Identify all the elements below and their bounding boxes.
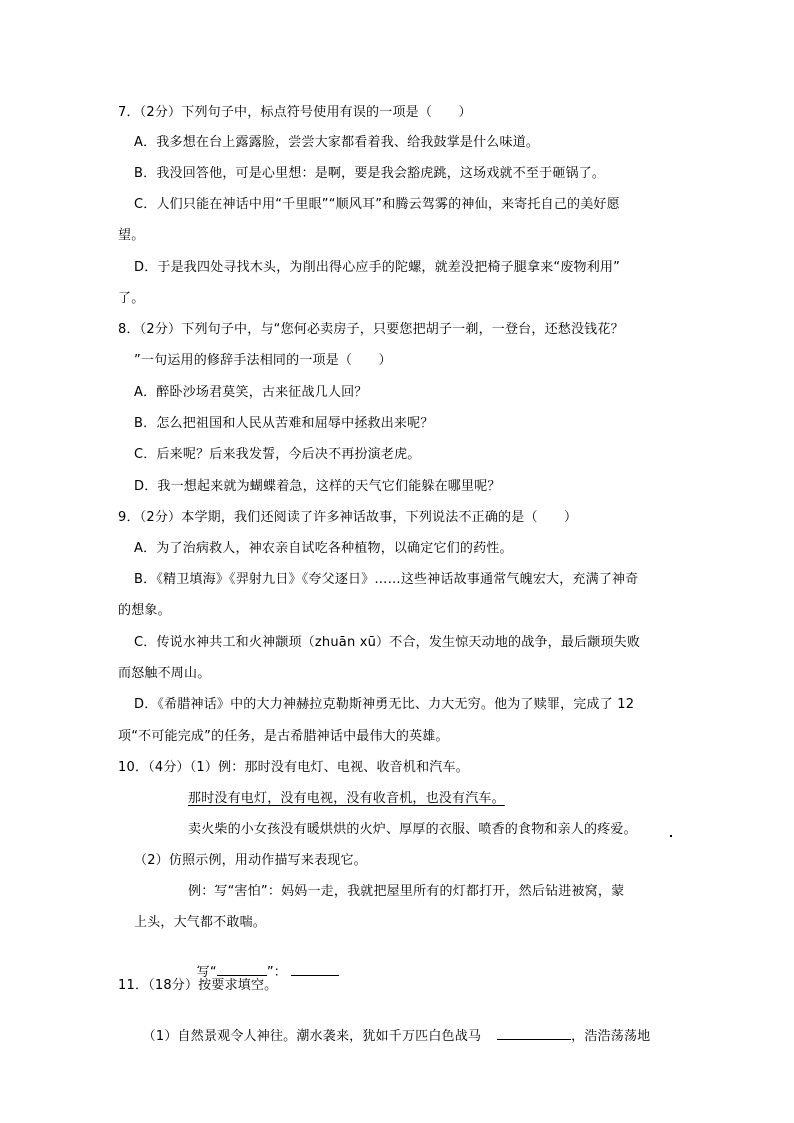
q7-option-d-line1: D．于是我四处寻找木头，为削出得心应手的陀螺，就差没把椅子腿拿来“废物利用” (134, 260, 621, 275)
q7-option-d-line2: 了。 (118, 291, 145, 306)
q9-option-d-line2: 项“不可能完成”的任务，是古希腊神话中最伟大的英雄。 (118, 729, 449, 744)
q9-option-b-line1: B．《精卫填海》《羿射九日》《夸父逐日》……这些神话故事通常气魄宏大，充满了神奇 (134, 572, 639, 587)
q9-option-c-line1: C．传说水神共工和火神颛顼（zhuān xū）不合，发生惊天动地的战争，最后颛顼失败 (134, 635, 641, 650)
q11-part1-text-b: ，浩浩荡荡地 (571, 1029, 651, 1044)
q10-blank-2[interactable] (291, 963, 339, 976)
q11-blank-1[interactable] (497, 1027, 571, 1040)
q10-answer-mark (670, 835, 672, 837)
q9-option-c-line2: 而怒触不周山。 (118, 666, 211, 681)
q9-option-d-line1: D．《希腊神话》中的大力神赫拉克勒斯神勇无比、力大无穷。他为了赎罪，完成了 12 (134, 697, 635, 712)
q7-option-c-line2: 望。 (118, 228, 145, 243)
q10-example2-line1: 例：写“害怕”：妈妈一走，我就把屋里所有的灯都打开，然后钻进被窝，蒙 (188, 884, 625, 899)
q9-option-b-line2: 的想象。 (118, 603, 171, 618)
q10-blank-1[interactable] (217, 963, 267, 976)
q10-part2: （2）仿照示例，用动作描写来表现它。 (134, 853, 367, 868)
q8-option-b: B．怎么把祖国和人民从苦难和屈辱中拯救出来呢？ (134, 416, 434, 431)
q8-stem-line2: ”一句运用的修辞手法相同的一项是（ ） (134, 353, 392, 368)
q7-option-a: A．我多想在台上露露脸，尝尝大家都看着我、给我鼓掌是什么味道。 (134, 135, 540, 150)
q8-option-d: D．我一想起来就为蝴蝶着急，这样的天气它们能躲在哪里呢？ (134, 479, 501, 494)
q11-stem: 11．（18分）按要求填空。 (118, 978, 278, 993)
q10-example-sentence: 那时没有电灯，没有电视，没有收音机，也没有汽车。 (188, 791, 505, 806)
q7-option-c-line1: C．人们只能在神话中用“千里眼”“顺风耳”和腾云驾雾的神仙，来寄托自己的美好愿 (134, 197, 620, 212)
q10-write-mid: ”： (266, 965, 287, 980)
q9-stem: 9．（2分）本学期，我们还阅读了许多神话故事，下列说法不正确的是（ ） (118, 510, 578, 525)
q7-option-b: B．我没回答他，可是心里想：是啊，要是我会豁虎跳，这场戏就不至于砸锅了。 (134, 166, 606, 181)
q10-write-prefix: 写“ (196, 965, 217, 980)
q11-part1-text-a: （1）自然景观令人神往。潮水袭来，犹如千万匹白色战马 (142, 1029, 482, 1044)
q11-part1-line (134, 1009, 650, 1046)
q8-stem-line1: 8．（2分）下列句子中，与“您何必卖房子，只要您把胡子一剃，一登台，还愁没钱花？ (118, 322, 624, 337)
q10-practice-sentence: 卖火柴的小女孩没有暖烘烘的火炉、厚厚的衣服、喷香的食物和亲人的疼爱。 (188, 822, 637, 837)
q8-option-c: C．后来呢？后来我发誓，今后决不再扮演老虎。 (134, 447, 421, 462)
q10-stem: 10．（4分）（1）例：那时没有电灯、电视、收音机和汽车。 (118, 760, 469, 775)
q9-option-a: A．为了治病救人，神农亲自试吃各种植物，以确定它们的药性。 (134, 541, 513, 556)
q7-stem: 7．（2分）下列句子中，标点符号使用有误的一项是（ ） (118, 105, 472, 120)
q8-option-a: A．醉卧沙场君莫笑，古来征战几人回？ (134, 385, 368, 400)
q10-example2-line2: 上头，大气都不敢喘。 (134, 915, 267, 930)
